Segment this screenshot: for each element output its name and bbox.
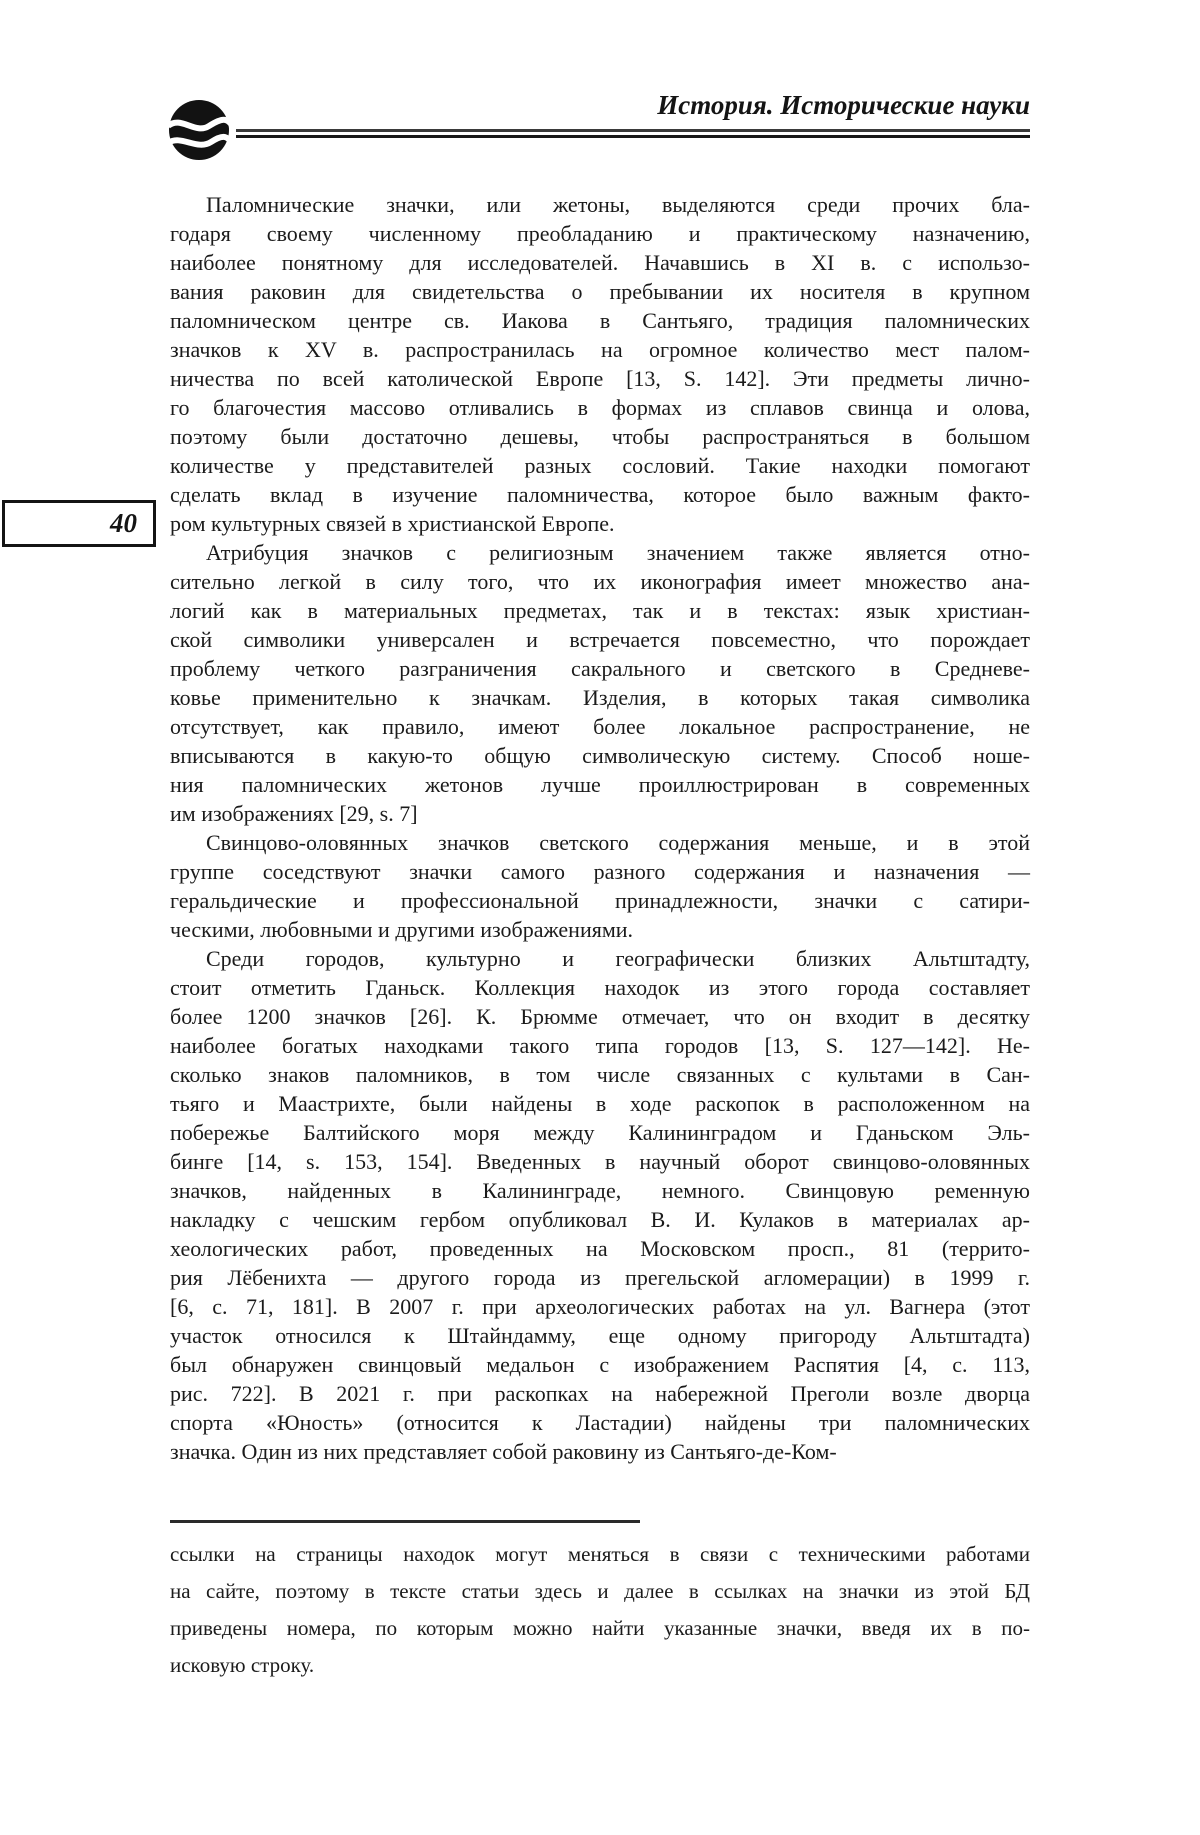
text-line: значков, найденных в Калининграде, немного. Свинцовую ременную (170, 1178, 1030, 1203)
text-line: рия Лёбенихта — другого города из прегельской агломерации) в 1999 г. (170, 1265, 1030, 1290)
text-line: был обнаружен свинцовый медальон с изображением Распятия [4, с. 113, (170, 1352, 1030, 1377)
text-line: количестве у представителей разных сословий. Такие находки помогают (170, 453, 1030, 478)
text-line: им изображениях [29, s. 7] (170, 801, 418, 826)
text-line: Паломнические значки, или жетоны, выделяются среди прочих бла- (206, 192, 1030, 217)
text-line: ческими, любовными и другими изображениями. (170, 917, 634, 942)
page-number: 40 (110, 508, 137, 538)
text-line: хеологических работ, проведенных на Московском просп., 81 (террито- (170, 1236, 1030, 1261)
text-line: вания раковин для свидетельства о пребывании их носителя в крупном (170, 279, 1030, 304)
text-line: сделать вклад в изучение паломничества, которое было важным факто- (170, 482, 1030, 507)
text-line: [6, с. 71, 181]. В 2007 г. при археологических работах на ул. Вагнера (этот (170, 1294, 1030, 1319)
text-line: значка. Один из них представляет собой раковину из Сантьяго-де-Ком- (170, 1439, 837, 1464)
text-line: годаря своему численному преобладанию и практическому назначению, (170, 221, 1030, 246)
paragraph (170, 190, 1030, 538)
running-head-section-title: История. Исторические науки (657, 90, 1030, 120)
text-line: тьяго и Маастрихте, были найдены в ходе раскопок в расположенном на (170, 1091, 1030, 1116)
text-line: го благочестия массово отливались в формах из сплавов свинца и олова, (170, 395, 1030, 420)
text-line: сительно легкой в силу того, что их иконография имеет множество ана- (170, 569, 1030, 594)
text-line: паломническом центре св. Иакова в Сантьяго, традиция паломнических (170, 308, 1030, 333)
page-number-box (2, 500, 156, 547)
text-line: более 1200 значков [26]. К. Брюмме отмечает, что он входит в десятку (170, 1004, 1030, 1029)
text-line: рис. 722]. В 2021 г. при раскопках на набережной Преголи возле дворца (170, 1381, 1030, 1406)
text-line: побережье Балтийского моря между Калининградом и Гданьском Эль- (170, 1120, 1030, 1145)
text-line: группе соседствуют значки самого разного содержания и назначения — (170, 859, 1030, 884)
text-line: ром культурных связей в христианской Европе. (170, 511, 615, 536)
text-line: стоит отметить Гданьск. Коллекция находок из этого города составляет (170, 975, 1030, 1000)
text-line: Свинцово-оловянных значков светского содержания меньше, и в этой (206, 830, 1030, 855)
text-line: бинге [14, s. 153, 154]. Введенных в научный оборот свинцово-оловянных (170, 1149, 1030, 1174)
text-line: наиболее понятному для исследователей. Начавшись в XI в. с использо- (170, 250, 1030, 275)
body-text (170, 190, 1030, 1466)
paragraph (170, 828, 1030, 944)
text-line: спорта «Юность» (относится к Ластадии) найдены три паломнических (170, 1410, 1030, 1435)
footnote-line: ссылки на страницы находок могут меняться в связи с техническими работами (170, 1542, 1030, 1566)
text-line: поэтому были достаточно дешевы, чтобы распространяться в большом (170, 424, 1030, 449)
text-line: вписываются в какую-то общую символическую систему. Способ ноше- (170, 743, 1030, 768)
text-line: наиболее богатых находками такого типа городов [13, S. 127—142]. Не- (170, 1033, 1030, 1058)
header-rule (236, 129, 1030, 138)
text-line: ния паломнических жетонов лучше проиллюстрирован в современных (170, 772, 1030, 797)
text-line: отсутствует, как правило, имеют более локальное распространение, не (170, 714, 1030, 739)
text-line: накладку с чешским гербом опубликовал В. И. Кулаков в материалах ар- (170, 1207, 1030, 1232)
publisher-logo-icon (166, 98, 232, 162)
footnote (170, 1536, 1030, 1684)
text-line: геральдические и профессиональной принадлежности, значки с сатири- (170, 888, 1030, 913)
text-line: ничества по всей католической Европе [13, S. 142]. Эти предметы лично- (170, 366, 1030, 391)
paragraph (170, 538, 1030, 828)
paragraph (170, 944, 1030, 1466)
text-line: сколько знаков паломников, в том числе связанных с культами в Сан- (170, 1062, 1030, 1087)
text-line: логий как в материальных предметах, так и в текстах: язык христиан- (170, 598, 1030, 623)
text-line: ской символики универсален и встречается повсеместно, что порождает (170, 627, 1030, 652)
text-line: участок относился к Штайндамму, еще одному пригороду Альтштадта) (170, 1323, 1030, 1348)
text-line: Среди городов, культурно и географически близких Альтштадту, (206, 946, 1030, 971)
text-line: значков к XV в. распространилась на огромное количество мест палом- (170, 337, 1030, 362)
footnote-line: приведены номера, по которым можно найти указанные значки, введя их в по- (170, 1616, 1030, 1640)
footnote-line: на сайте, поэтому в тексте статьи здесь и далее в ссылках на значки из этой БД (170, 1579, 1030, 1603)
text-line: ковье применительно к значкам. Изделия, в которых такая символика (170, 685, 1030, 710)
footnote-rule (170, 1520, 640, 1523)
text-line: проблему четкого разграничения сакрального и светского в Средневе- (170, 656, 1030, 681)
footnote-line: исковую строку. (170, 1653, 315, 1677)
text-line: Атрибуция значков с религиозным значением также является отно- (206, 540, 1030, 565)
